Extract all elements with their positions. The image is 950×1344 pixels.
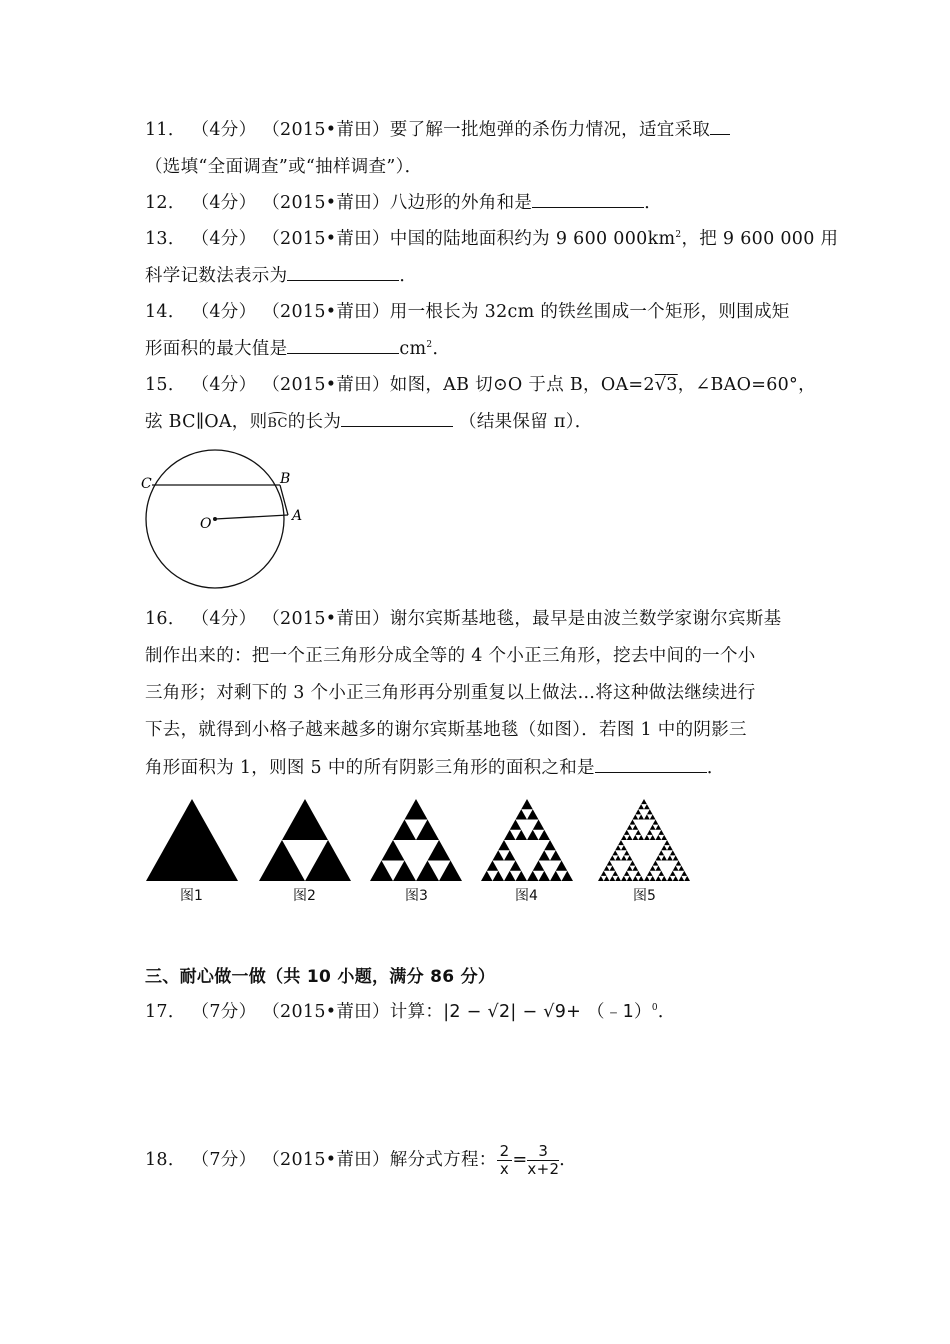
shaded-triangle xyxy=(679,876,685,881)
shaded-triangle xyxy=(533,820,545,830)
shaded-triangle xyxy=(650,814,656,819)
answer-blank xyxy=(532,191,644,208)
q11-line2: （选填“全面调查”或“抽样调查”）． xyxy=(145,157,423,177)
shaded-triangle xyxy=(604,866,610,871)
q13-line1: 13． （4分） （2015•莆田）中国的陆地面积约为 9 600 $000km^2$，把 9 600 000 用 xyxy=(145,229,839,249)
caption-fig3: 图3 xyxy=(405,888,428,904)
shaded-triangle xyxy=(428,840,451,861)
q14-line2: 形面积的最大值是 $cm^2$． xyxy=(145,339,451,359)
shaded-triangle xyxy=(550,871,562,881)
label-c: C xyxy=(141,476,152,492)
shaded-triangle xyxy=(610,866,616,871)
shaded-triangle xyxy=(681,871,687,876)
label-o: O xyxy=(200,516,212,532)
shaded-triangle xyxy=(305,840,351,881)
shaded-triangle xyxy=(653,861,659,866)
caption-fig5: 图5 xyxy=(633,888,656,904)
shaded-triangle xyxy=(656,866,662,871)
shaded-triangle xyxy=(627,855,633,860)
shaded-triangle xyxy=(630,820,636,825)
center-point xyxy=(213,517,217,521)
shaded-triangle xyxy=(633,814,639,819)
shaded-triangle xyxy=(656,876,662,881)
shaded-triangle xyxy=(661,845,667,850)
shaded-triangle xyxy=(527,871,539,881)
q13-line2: 科学记数法表示为 ． xyxy=(145,266,418,286)
shaded-triangle xyxy=(610,876,616,881)
shaded-triangle xyxy=(146,799,238,881)
shaded-triangle xyxy=(516,809,528,819)
shaded-triangle xyxy=(633,866,639,871)
circle-figure xyxy=(130,440,320,600)
q12: 12． （4分） （2015•莆田）八边形的外角和是 ． xyxy=(145,193,662,213)
shaded-triangle xyxy=(635,871,641,876)
sierpinski-figure-1 xyxy=(146,799,238,881)
shaded-triangle xyxy=(493,850,505,860)
shaded-triangle xyxy=(601,871,607,876)
shaded-triangle xyxy=(627,825,633,830)
shaded-triangle xyxy=(370,861,393,882)
sierpinski-figures xyxy=(0,795,950,885)
shaded-triangle xyxy=(635,830,641,835)
shaded-triangle xyxy=(638,814,644,819)
q15-line1: 15． （4分） （2015•莆田）如图，AB 切⊙O 于点 B，OA=2√3，∠BAO=60°， xyxy=(145,375,816,395)
shaded-triangle xyxy=(650,876,656,881)
shaded-triangle xyxy=(621,835,627,840)
answer-blank xyxy=(595,756,707,773)
shaded-triangle xyxy=(615,845,621,850)
shaded-triangle xyxy=(282,799,328,840)
shaded-triangle xyxy=(259,840,305,881)
shaded-triangle xyxy=(504,830,516,840)
shaded-triangle xyxy=(667,876,673,881)
shaded-triangle xyxy=(658,871,664,876)
shaded-triangle xyxy=(633,876,639,881)
shaded-triangle xyxy=(624,871,630,876)
q18: 18． （7分） （2015•莆田）解分式方程： $\frac{2}{x}$ = $\frac{3}{x+2}$ ． xyxy=(145,1142,578,1178)
q16-line5: 角形面积为 1，则图 5 中的所有阴影三角形的面积之和是 ． xyxy=(145,758,725,778)
fraction-2: $\frac{3}{x+2}$ xyxy=(527,1142,560,1178)
q16-line3: 三角形；对剩下的 3 个小正三角形再分别重复以上做法…将这种做法继续进行 xyxy=(145,683,756,703)
q16-line4: 下去，就得到小格子越来越多的谢尔宾斯基地毯（如图）．若图 1 中的阴影三 xyxy=(145,720,747,740)
shaded-triangle xyxy=(498,840,510,850)
shaded-triangle xyxy=(656,835,662,840)
arc-bc: BC xyxy=(267,413,287,431)
shaded-triangle xyxy=(656,825,662,830)
shaded-triangle xyxy=(607,861,613,866)
shaded-triangle xyxy=(656,855,662,860)
shaded-triangle xyxy=(673,855,679,860)
q15-line2: 弦 BC∥OA，则BC的长为 （结果保留 π）． xyxy=(145,412,593,432)
shaded-triangle xyxy=(516,830,528,840)
shaded-triangle xyxy=(679,866,685,871)
shaded-triangle xyxy=(661,876,667,881)
shaded-triangle xyxy=(633,835,639,840)
caption-fig4: 图4 xyxy=(515,888,538,904)
shaded-triangle xyxy=(539,830,551,840)
shaded-triangle xyxy=(673,876,679,881)
shaded-triangle xyxy=(516,871,528,881)
shaded-triangle xyxy=(539,850,551,860)
shaded-triangle xyxy=(416,820,439,841)
shaded-triangle xyxy=(539,871,551,881)
shaded-triangle xyxy=(621,876,627,881)
shaded-triangle xyxy=(684,876,690,881)
shaded-triangle xyxy=(638,835,644,840)
shaded-triangle xyxy=(633,825,639,830)
sierpinski-figure-2 xyxy=(259,799,351,881)
shaded-triangle xyxy=(641,799,647,804)
shaded-triangle xyxy=(550,850,562,860)
shaded-triangle xyxy=(647,871,653,876)
shaded-triangle xyxy=(661,855,667,860)
shaded-triangle xyxy=(604,876,610,881)
shaded-triangle xyxy=(638,876,644,881)
shaded-triangle xyxy=(647,830,653,835)
shaded-triangle xyxy=(493,871,505,881)
shaded-triangle xyxy=(635,809,641,814)
shaded-triangle xyxy=(544,840,556,850)
shaded-triangle xyxy=(638,804,644,809)
shaded-triangle xyxy=(618,840,624,845)
sierpinski-figure-4 xyxy=(481,799,573,881)
shaded-triangle xyxy=(670,850,676,855)
segment-oa xyxy=(215,515,288,519)
shaded-triangle xyxy=(650,825,656,830)
shaded-triangle xyxy=(521,799,533,809)
label-b: B xyxy=(280,471,291,487)
shaded-triangle xyxy=(504,871,516,881)
q17: 17． （7分） （2015•莆田）计算：|2 − √2| − √9+ （﹣1）$^0$． xyxy=(145,1002,676,1022)
shaded-triangle xyxy=(416,861,439,882)
shaded-triangle xyxy=(621,855,627,860)
shaded-triangle xyxy=(658,830,664,835)
q11-line1: 11． （4分） （2015•莆田）要了解一批炮弹的杀伤力情况，适宜采取 xyxy=(145,116,730,141)
section-3-title: 三、耐心做一做（共 10 小题，满分 86 分） xyxy=(145,967,496,987)
shaded-triangle xyxy=(658,850,664,855)
shaded-triangle xyxy=(527,830,539,840)
shaded-triangle xyxy=(610,855,616,860)
shaded-triangle xyxy=(510,820,522,830)
caption-fig2: 图2 xyxy=(293,888,316,904)
answer-blank xyxy=(341,410,453,427)
shaded-triangle xyxy=(487,861,499,871)
shaded-triangle xyxy=(627,866,633,871)
shaded-triangle xyxy=(615,855,621,860)
shaded-triangle xyxy=(533,861,545,871)
shaded-triangle xyxy=(670,871,676,876)
label-a: A xyxy=(292,508,303,524)
shaded-triangle xyxy=(624,830,630,835)
answer-blank xyxy=(287,264,399,281)
shaded-triangle xyxy=(615,876,621,881)
caption-fig1: 图1 xyxy=(180,888,203,904)
shaded-triangle xyxy=(527,809,539,819)
shaded-triangle xyxy=(504,850,516,860)
shaded-triangle xyxy=(481,871,493,881)
shaded-triangle xyxy=(676,861,682,866)
shaded-triangle xyxy=(393,861,416,882)
answer-blank xyxy=(287,337,399,354)
shaded-triangle xyxy=(621,845,627,850)
shaded-triangle xyxy=(393,820,416,841)
shaded-triangle xyxy=(667,855,673,860)
shaded-triangle xyxy=(612,850,618,855)
shaded-triangle xyxy=(382,840,405,861)
shaded-triangle xyxy=(644,804,650,809)
shaded-triangle xyxy=(644,835,650,840)
shaded-triangle xyxy=(653,820,659,825)
shaded-triangle xyxy=(510,861,522,871)
shaded-triangle xyxy=(650,835,656,840)
shaded-triangle xyxy=(630,861,636,866)
answer-blank xyxy=(710,118,730,135)
shaded-triangle xyxy=(644,814,650,819)
shaded-triangle xyxy=(661,835,667,840)
shaded-triangle xyxy=(664,840,670,845)
shaded-triangle xyxy=(644,876,650,881)
shaded-triangle xyxy=(556,861,568,871)
shaded-triangle xyxy=(667,845,673,850)
shaded-triangle xyxy=(673,866,679,871)
q14-line1: 14． （4分） （2015•莆田）用一根长为 32cm 的铁丝围成一个矩形，则围成矩 xyxy=(145,302,790,322)
shaded-triangle xyxy=(439,861,462,882)
shaded-triangle xyxy=(647,809,653,814)
shaded-triangle xyxy=(612,871,618,876)
shaded-triangle xyxy=(627,835,633,840)
fraction-1: $\frac{2}{x}$ xyxy=(497,1143,513,1178)
sierpinski-figure-5 xyxy=(598,799,690,881)
q16-line2: 制作出来的：把一个正三角形分成全等的 4 个小正三角形，挖去中间的一个小 xyxy=(145,646,756,666)
shaded-triangle xyxy=(627,876,633,881)
shaded-triangle xyxy=(598,876,604,881)
q16-line1: 16． （4分） （2015•莆田）谢尔宾斯基地毯，最早是由波兰数学家谢尔宾斯基 xyxy=(145,609,782,629)
shaded-triangle xyxy=(562,871,574,881)
shaded-triangle xyxy=(624,850,630,855)
sierpinski-figure-3 xyxy=(370,799,462,881)
shaded-triangle xyxy=(650,866,656,871)
shaded-triangle xyxy=(405,799,428,820)
